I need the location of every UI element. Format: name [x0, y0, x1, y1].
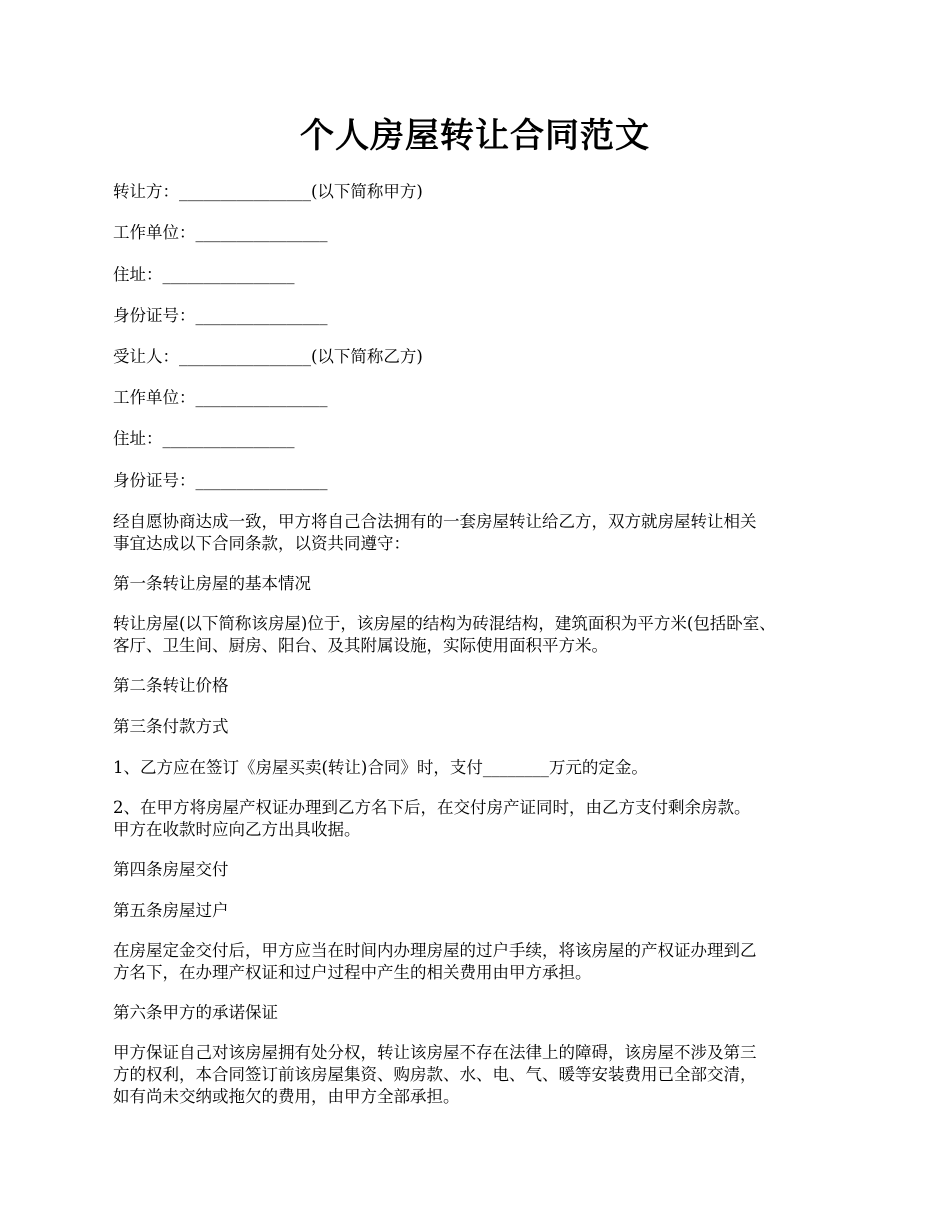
text-line: 第六条甲方的承诺保证	[113, 1003, 278, 1022]
text-line: 受让人：________________(以下简称乙方)	[113, 347, 423, 366]
text-line: 经自愿协商达成一致，甲方将自己合法拥有的一套房屋转让给乙方，双方就房屋转让相关	[113, 512, 757, 531]
document-title: 个人房屋转让合同范文	[300, 116, 650, 156]
article-3-heading	[113, 716, 229, 738]
payment-clause-2	[113, 797, 751, 841]
text-line: 如有尚未交纳或拖欠的费用，由甲方全部承担。	[113, 1087, 460, 1106]
text-line: 住址：________________	[113, 265, 295, 284]
text-line: 在房屋定金交付后，甲方应当在时间内办理房屋的过户手续，将该房屋的产权证办理到乙	[113, 941, 757, 960]
text-line: 甲方在收款时应向乙方出具收据。	[113, 820, 361, 839]
article-5-paragraph	[113, 940, 757, 984]
transferee-address-line	[113, 428, 295, 450]
transferee-line	[113, 346, 423, 368]
text-line: 身份证号：________________	[113, 306, 328, 325]
text-line: 第一条转让房屋的基本情况	[113, 574, 311, 593]
text-line: 1、乙方应在签订《房屋买卖(转让)合同》时，支付________万元的定金。	[113, 758, 648, 777]
article-6-paragraph	[113, 1042, 757, 1108]
text-line: 方的权利，本合同签订前该房屋集资、购房款、水、电、气、暖等安装费用已全部交清，	[113, 1065, 757, 1084]
article-1-paragraph	[113, 613, 776, 657]
text-line: 第四条房屋交付	[113, 860, 229, 879]
text-line: 客厅、卫生间、厨房、阳台、及其附属设施，实际使用面积平方米。	[113, 636, 608, 655]
transferee-employer-line	[113, 387, 328, 409]
transferee-id-line	[113, 470, 328, 492]
transferor-employer-line	[113, 222, 328, 244]
transferor-address-line	[113, 264, 295, 286]
text-line: 身份证号：________________	[113, 471, 328, 490]
article-1-heading	[113, 573, 311, 595]
article-5-heading	[113, 900, 229, 922]
preamble-paragraph	[113, 511, 757, 555]
text-line: 住址：________________	[113, 429, 295, 448]
text-line: 2、在甲方将房屋产权证办理到乙方名下后，在交付房产证同时，由乙方支付剩余房款。	[113, 798, 751, 817]
text-line: 甲方保证自己对该房屋拥有处分权，转让该房屋不存在法律上的障碍，该房屋不涉及第三	[113, 1043, 757, 1062]
article-2-heading	[113, 675, 229, 697]
text-line: 第二条转让价格	[113, 676, 229, 695]
payment-clause-1	[113, 757, 648, 779]
text-line: 方名下，在办理产权证和过户过程中产生的相关费用由甲方承担。	[113, 963, 592, 982]
article-6-heading	[113, 1002, 278, 1024]
text-line: 第五条房屋过户	[113, 901, 229, 920]
article-4-heading	[113, 859, 229, 881]
transferor-id-line	[113, 305, 328, 327]
transferor-line	[113, 181, 423, 203]
text-line: 事宜达成以下合同条款，以资共同遵守：	[113, 534, 410, 553]
text-line: 转让方：________________(以下简称甲方)	[113, 182, 423, 201]
text-line: 工作单位：________________	[113, 388, 328, 407]
text-line: 工作单位：________________	[113, 223, 328, 242]
text-line: 第三条付款方式	[113, 717, 229, 736]
text-line: 转让房屋(以下简称该房屋)位于，该房屋的结构为砖混结构，建筑面积为平方米(包括卧室、	[113, 614, 776, 633]
